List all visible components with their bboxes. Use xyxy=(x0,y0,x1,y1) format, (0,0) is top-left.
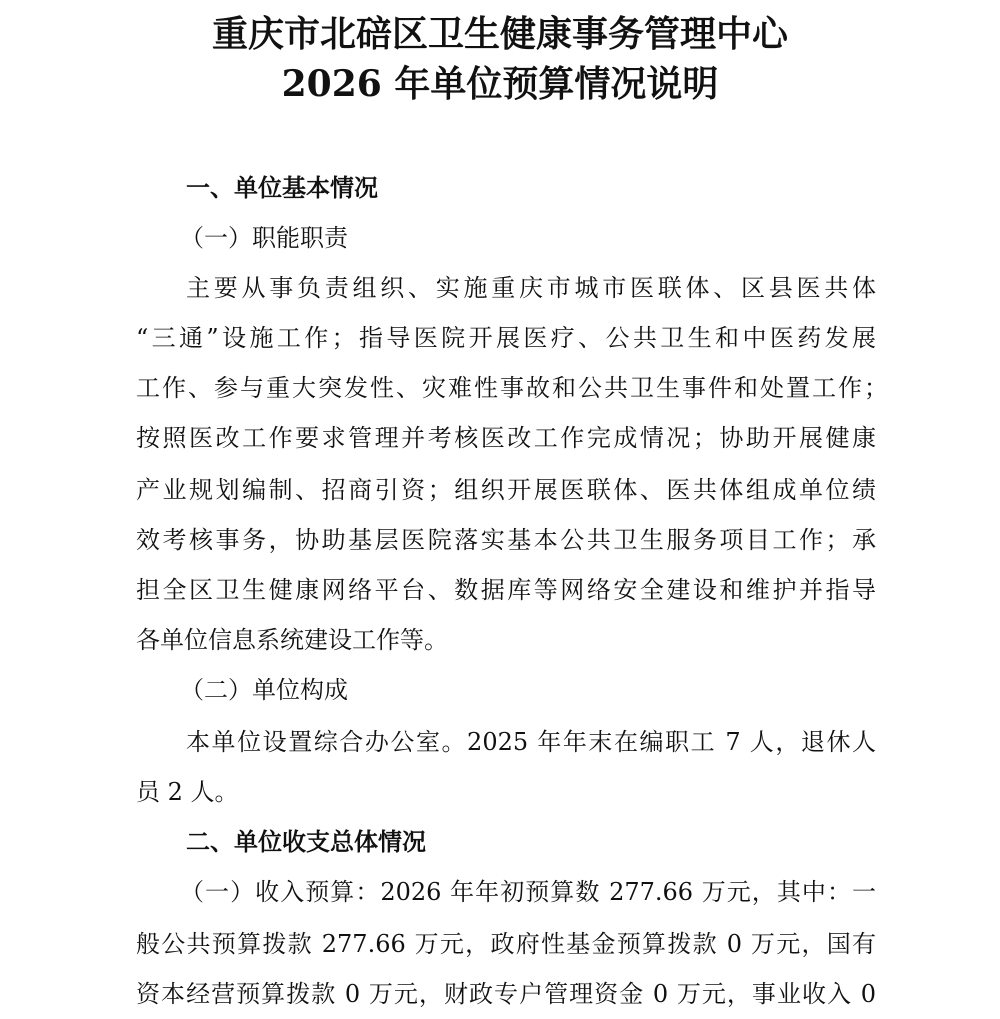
paragraph-line: 主要从事负责组织、实施重庆市城市医联体、区县医共体 xyxy=(186,274,876,302)
paragraph-line: （一）收入预算：2026 年年初预算数 277.66 万元，其中：一 xyxy=(180,878,876,906)
paragraph-line: 工作、参与重大突发性、灾难性事故和公共卫生事件和处置工作； xyxy=(136,374,888,402)
section-1-heading: 一、单位基本情况 xyxy=(186,174,378,202)
paragraph-line: 资本经营预算拨款 0 万元，财政专户管理资金 0 万元，事业收入 0 xyxy=(136,980,876,1008)
document-title-line-2: 2026 年单位预算情况说明 xyxy=(281,63,719,105)
document-title-line-1: 重庆市北碚区卫生健康事务管理中心 xyxy=(211,13,788,55)
section-1-sub-2-heading: （二）单位构成 xyxy=(180,676,348,704)
paragraph-line: 效考核事务，协助基层医院落实基本公共卫生服务项目工作；承 xyxy=(136,526,876,554)
paragraph-line: 按照医改工作要求管理并考核医改工作完成情况；协助开展健康 xyxy=(136,424,876,452)
paragraph-line: 本单位设置综合办公室。2025 年年末在编职工 7 人，退休人 xyxy=(186,728,876,756)
section-1-sub-1-heading: （一）职能职责 xyxy=(180,224,348,252)
paragraph-line: 各单位信息系统建设工作等。 xyxy=(136,626,448,654)
paragraph-line: 担全区卫生健康网络平台、数据库等网络安全建设和维护并指导 xyxy=(136,576,876,604)
section-2-heading: 二、单位收支总体情况 xyxy=(186,828,426,856)
paragraph-line: “三通”设施工作；指导医院开展医疗、公共卫生和中医药发展 xyxy=(136,324,876,352)
paragraph-line: 产业规划编制、招商引资；组织开展医联体、医共体组成单位绩 xyxy=(136,476,876,504)
paragraph-line: 般公共预算拨款 277.66 万元，政府性基金预算拨款 0 万元，国有 xyxy=(136,930,876,958)
paragraph-line: 员 2 人。 xyxy=(136,778,239,806)
